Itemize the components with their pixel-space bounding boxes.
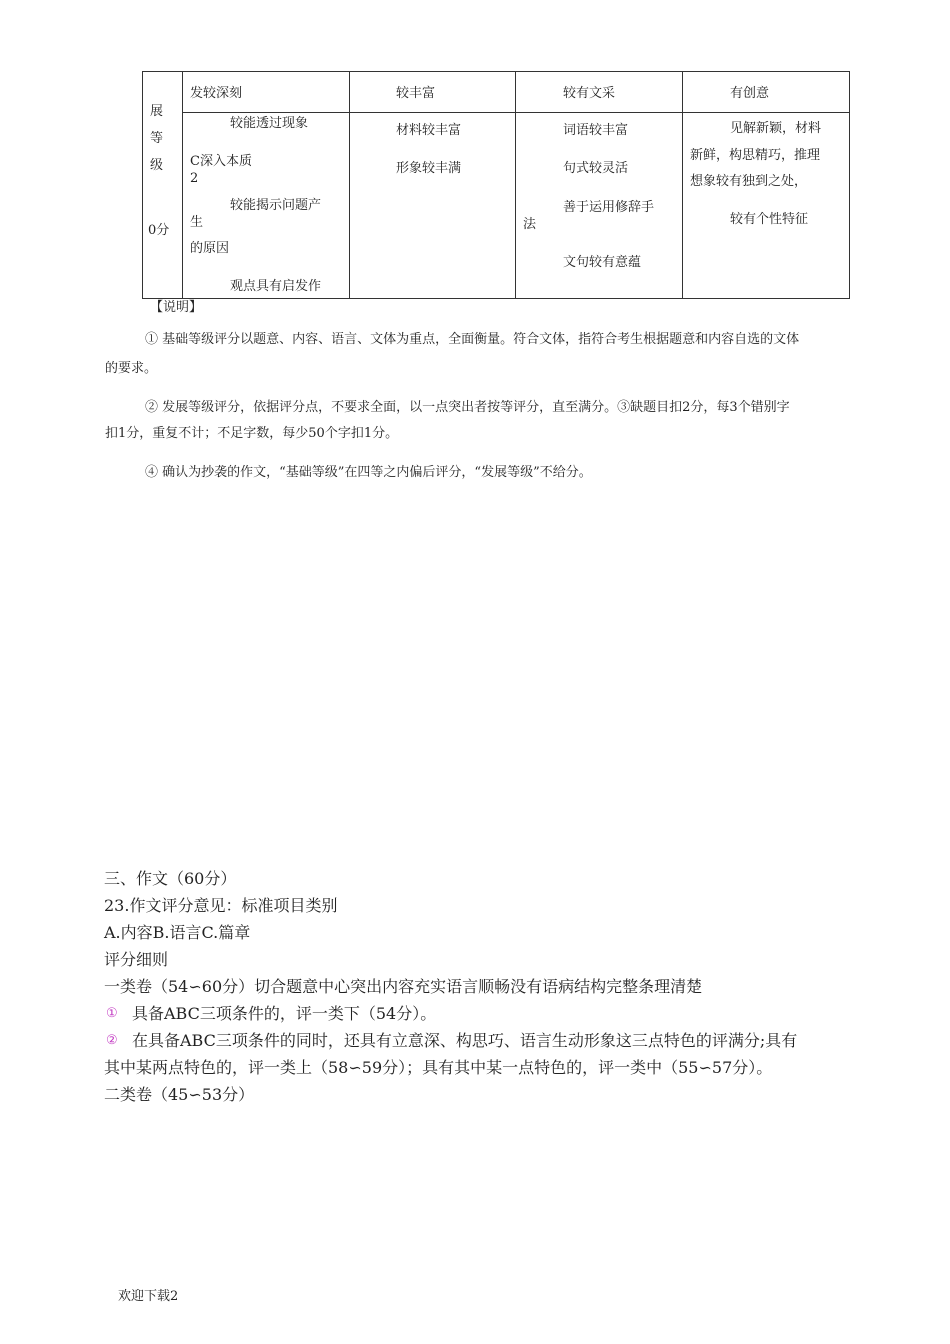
section-title: 三、作文（60分） bbox=[104, 869, 237, 888]
table-cell-text: 想象较有独到之处， bbox=[690, 174, 808, 189]
row-label-char: 级 bbox=[150, 158, 164, 173]
table-cell-text: 见解新颖，材料 bbox=[730, 121, 822, 136]
table-header-cell: 较有文采 bbox=[563, 86, 616, 101]
note-text: ① 基础等级评分以题意、内容、语言、文体为重点，全面衡量。符合文体，指符合考生根据题意和内容自选的文体 bbox=[145, 332, 800, 347]
table-cell-text: 善于运用修辞手 bbox=[563, 200, 655, 215]
table-cell-text: 法 bbox=[523, 217, 537, 232]
table-cell-text: 句式较灵活 bbox=[563, 161, 629, 176]
table-col-divider bbox=[349, 71, 350, 299]
table-cell-text: 生 bbox=[190, 215, 204, 230]
table-col-divider bbox=[515, 71, 516, 299]
table-header-cell: 较丰富 bbox=[396, 86, 436, 101]
table-border-right bbox=[849, 71, 850, 299]
circled-two-marker: ② bbox=[106, 1033, 118, 1048]
table-cell-text: 形象较丰满 bbox=[396, 161, 462, 176]
table-col-divider bbox=[682, 71, 683, 299]
table-border-top bbox=[142, 71, 850, 72]
question-23: 23.作文评分意见：标准项目类别 bbox=[104, 896, 338, 915]
table-border-bottom bbox=[142, 298, 850, 299]
row-label-score: 0分 bbox=[148, 223, 170, 238]
table-cell-text: 新鲜，构思精巧，推理 bbox=[690, 148, 821, 163]
circled-one-marker: ① bbox=[106, 1006, 118, 1021]
item1-text: 具备ABC三项条件的，评一类下（54分）。 bbox=[132, 1004, 437, 1023]
table-cell-text: 较能透过现象 bbox=[230, 116, 309, 131]
table-cell-text: 观点具有启发作 bbox=[230, 279, 322, 294]
row-label-char: 展 bbox=[150, 104, 164, 119]
table-header-divider bbox=[182, 112, 850, 113]
table-header-cell: 有创意 bbox=[730, 86, 770, 101]
table-cell-text: 较能揭示问题产 bbox=[230, 198, 322, 213]
table-header-cell: 发较深刻 bbox=[190, 86, 243, 101]
note-text: ② 发展等级评分，依据评分点，不要求全面，以一点突出者按等评分，直至满分。③缺题目扣2分，每3个错别字 bbox=[145, 400, 790, 415]
table-cell-text: 文句较有意蕴 bbox=[563, 255, 642, 270]
item2-text: 其中某两点特色的，评一类上（58∽59分）；具有其中某一点特色的，评一类中（55∽57分）。 bbox=[104, 1058, 773, 1077]
table-cell-text: 材料较丰富 bbox=[396, 123, 462, 138]
notes-heading: 【说明】 bbox=[150, 300, 203, 315]
page-footer: 欢迎下载2 bbox=[118, 1289, 179, 1304]
table-cell-text: 较有个性特征 bbox=[730, 212, 809, 227]
row-label-char: 等 bbox=[150, 131, 164, 146]
class2-line: 二类卷（45∽53分） bbox=[104, 1085, 255, 1104]
table-cell-text: 词语较丰富 bbox=[563, 123, 629, 138]
table-cell-text: C深入本质 bbox=[190, 154, 252, 169]
item2-text: 在具备ABC三项条件的同时，还具有立意深、构思巧、语言生动形象这三点特色的评满分;具有 bbox=[132, 1031, 798, 1050]
table-cell-text: 的原因 bbox=[190, 241, 230, 256]
table-cell-text: 2 bbox=[190, 171, 199, 186]
rules-heading: 评分细则 bbox=[104, 950, 169, 969]
table-col-divider bbox=[182, 71, 183, 299]
class1-line: 一类卷（54∽60分）切合题意中心突出内容充实语言顺畅没有语病结构完整条理清楚 bbox=[104, 977, 703, 996]
categories-line: A.内容B.语言C.篇章 bbox=[104, 923, 251, 942]
note-text: ④ 确认为抄袭的作文，“基础等级”在四等之内偏后评分，“发展等级”不给分。 bbox=[145, 465, 592, 480]
table-border-left bbox=[142, 71, 143, 299]
note-text: 扣1分，重复不计；不足字数，每少50个字扣1分。 bbox=[105, 426, 399, 441]
note-text: 的要求。 bbox=[105, 361, 158, 376]
